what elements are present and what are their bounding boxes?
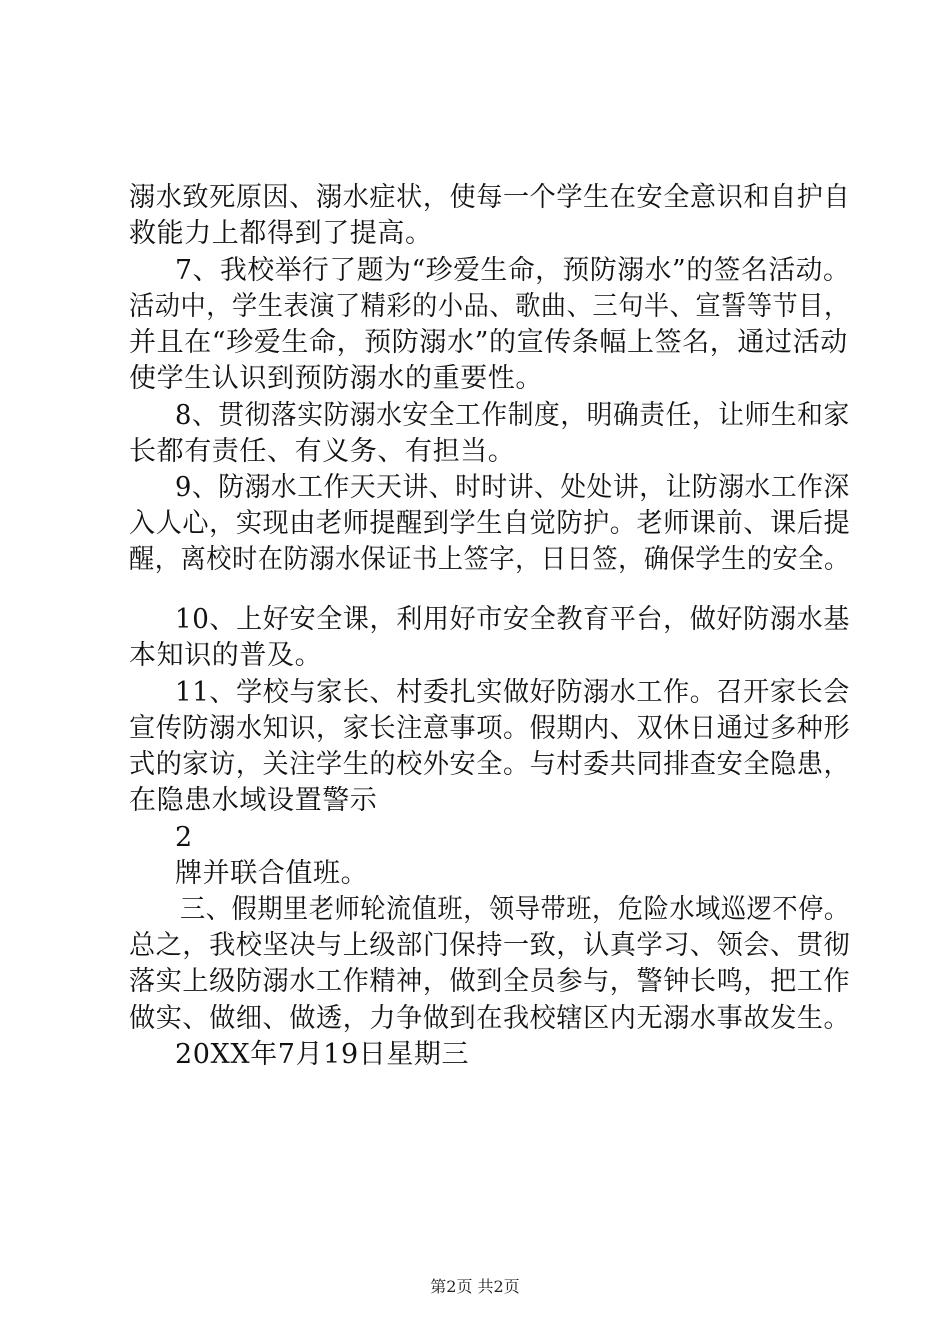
paragraph-line: 9、防溺水工作天天讲、时时讲、处处讲，让防溺水工作深 [175,472,850,503]
paragraph-line: 醒，离校时在防溺水保证书上签字，日日签，确保学生的安全。 [129,544,850,575]
paragraph-line: 8、贯彻落实防溺水安全工作制度，明确责任，让师生和家 [175,400,850,431]
page-footer: 第2页 共2页 [430,1277,520,1296]
paragraph-line: 做实、做细、做透，力争做到在我校辖区内无溺水事故发生。 [129,1003,851,1034]
paragraph-line: 10、上好安全课，利用好市安全教育平台，做好防溺水基 [175,604,850,635]
paragraph-line: 长都有责任、有义务、有担当。 [129,436,516,467]
paragraph-line: 使学生认识到预防溺水的重要性。 [129,363,543,394]
paragraph-line: 溺水致死原因、溺水症状，使每一个学生在安全意识和自护自 [129,182,851,213]
paragraph-line: 入人心，实现由老师提醒到学生自觉防护。老师课前、课后提 [129,508,851,539]
paragraph-line: 总之，我校坚决与上级部门保持一致，认真学习、领会、贯彻 [129,930,851,961]
paragraph-line: 落实上级防溺水工作精神，做到全员参与，警钟长鸣，把工作 [129,966,851,997]
paragraph-line: 式的家访，关注学生的校外安全。与村委共同排查安全隐患， [129,749,851,780]
paragraph-line: 三、假期里老师轮流值班，领导带班，危险水域巡逻不停。 [180,894,850,925]
paragraph-line: 并且在“珍爱生命，预防溺水”的宣传条幅上签名，通过活动 [129,327,848,358]
paragraph-line: 11、学校与家长、村委扎实做好防溺水工作。召开家长会 [175,677,850,708]
paragraph-line: 7、我校举行了题为“珍爱生命，预防溺水”的签名活动。 [175,255,851,286]
paragraph-line: 牌并联合值班。 [175,858,369,889]
paragraph-line: 本知识的普及。 [129,640,323,671]
paragraph-line: 宣传防溺水知识，家长注意事项。假期内、双休日通过多种形 [129,713,851,744]
paragraph-line: 救能力上都得到了提高。 [129,218,433,249]
page-break-number: 2 [175,822,193,853]
date-line: 20XX年7月19日星期三 [175,1039,470,1070]
paragraph-line: 活动中，学生表演了精彩的小品、歌曲、三句半、宣誓等节目， [129,291,850,322]
paragraph-line: 在隐患水域设置警示 [129,785,378,816]
